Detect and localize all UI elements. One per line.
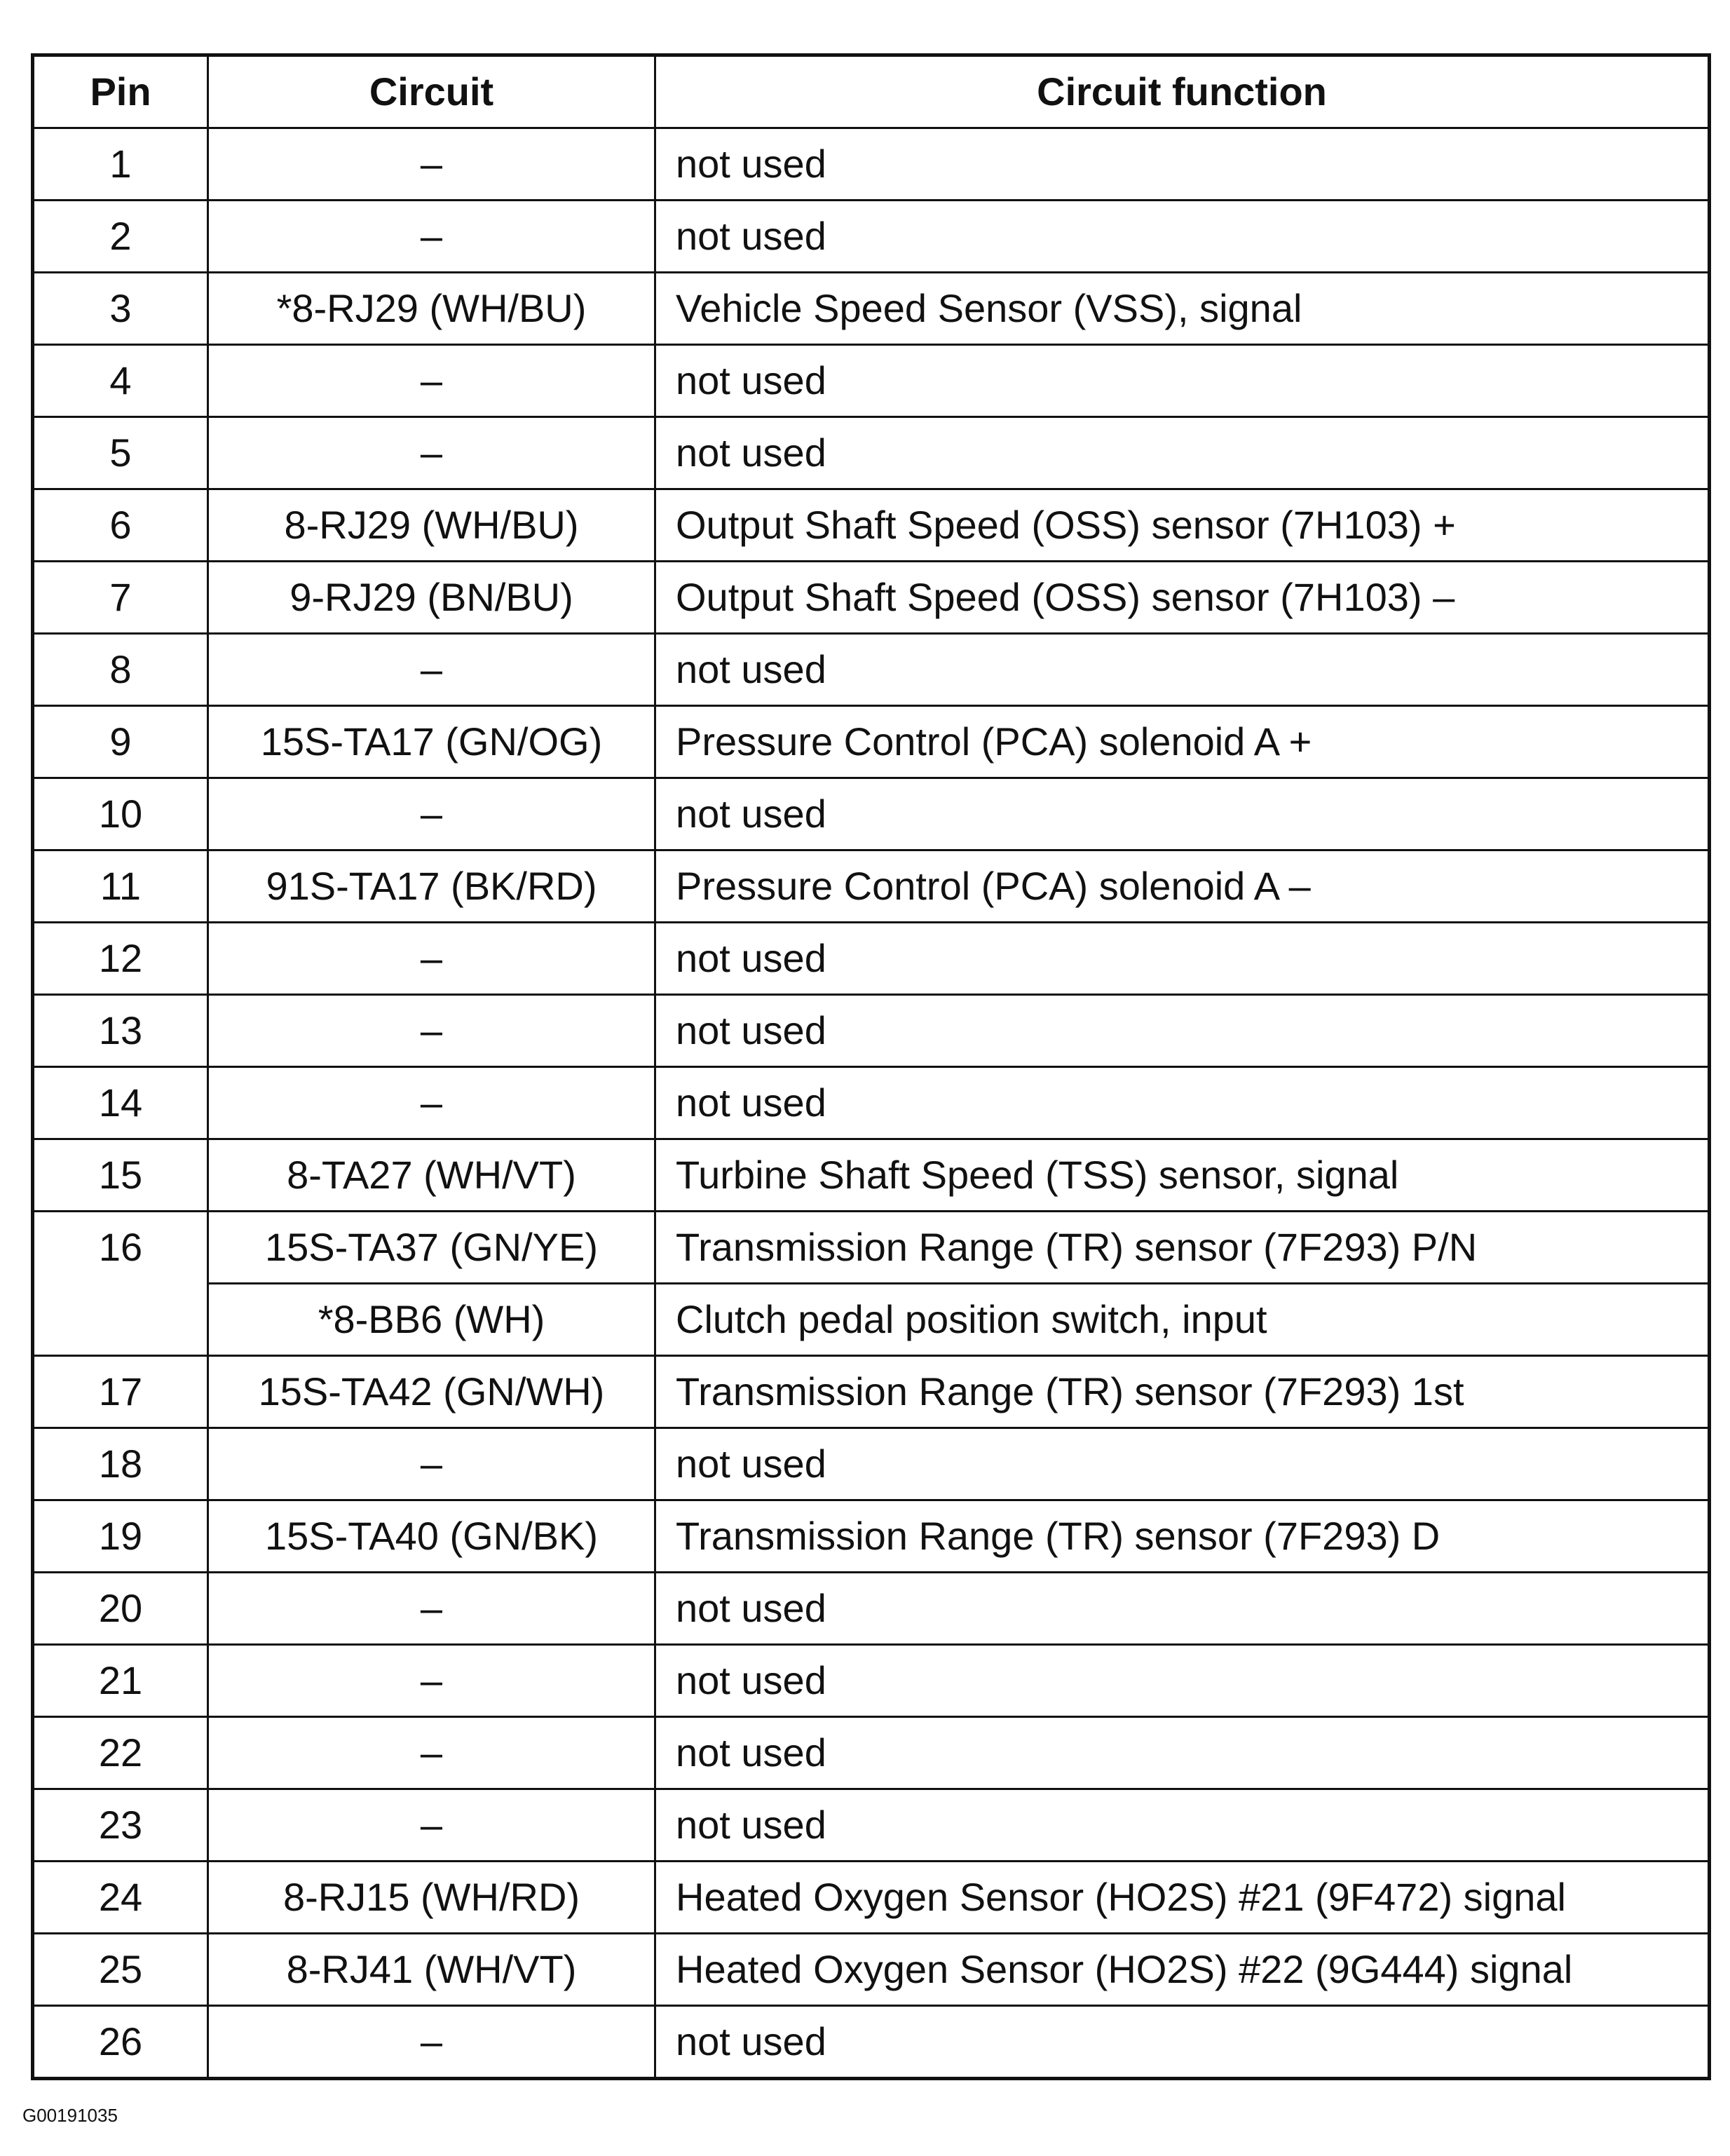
circuit-cell: 15S-TA37 (GN/YE) bbox=[208, 1212, 655, 1284]
pin-cell: 26 bbox=[33, 2006, 208, 2079]
circuit-cell: – bbox=[208, 1067, 655, 1139]
circuit-function-cell: Turbine Shaft Speed (TSS) sensor, signal bbox=[655, 1139, 1710, 1212]
table-row bbox=[33, 1789, 1710, 1862]
pin-cell: 10 bbox=[33, 778, 208, 850]
pin-cell: 15 bbox=[33, 1139, 208, 1212]
pin-cell: 1 bbox=[33, 128, 208, 201]
circuit-function-cell: Pressure Control (PCA) solenoid A – bbox=[655, 850, 1710, 923]
table-row bbox=[33, 634, 1710, 706]
pin-cell: 24 bbox=[33, 1862, 208, 1934]
circuit-function-cell: Transmission Range (TR) sensor (7F293) P/N bbox=[655, 1212, 1710, 1284]
circuit-function-cell: not used bbox=[655, 634, 1710, 706]
circuit-cell: 91S-TA17 (BK/RD) bbox=[208, 850, 655, 923]
pin-cell: 13 bbox=[33, 995, 208, 1067]
circuit-function-cell: Output Shaft Speed (OSS) sensor (7H103) – bbox=[655, 562, 1710, 634]
pin-cell: 16 bbox=[33, 1212, 208, 1356]
table-row bbox=[33, 706, 1710, 778]
table-row bbox=[33, 850, 1710, 923]
figure-id: G00191035 bbox=[22, 2105, 118, 2126]
circuit-function-cell: not used bbox=[655, 1573, 1710, 1645]
circuit-cell: 8-RJ29 (WH/BU) bbox=[208, 489, 655, 562]
circuit-function-cell: not used bbox=[655, 923, 1710, 995]
table-row bbox=[33, 1284, 1710, 1356]
circuit-function-cell: not used bbox=[655, 1067, 1710, 1139]
circuit-function-cell: not used bbox=[655, 2006, 1710, 2079]
circuit-function-cell: Pressure Control (PCA) solenoid A + bbox=[655, 706, 1710, 778]
circuit-cell: 8-RJ41 (WH/VT) bbox=[208, 1934, 655, 2006]
pin-cell: 2 bbox=[33, 201, 208, 273]
pinout-table bbox=[31, 53, 1711, 2080]
circuit-function-cell: not used bbox=[655, 128, 1710, 201]
table-row bbox=[33, 995, 1710, 1067]
circuit-function-cell: not used bbox=[655, 995, 1710, 1067]
circuit-function-cell: not used bbox=[655, 1717, 1710, 1789]
pin-cell: 7 bbox=[33, 562, 208, 634]
header-row bbox=[33, 55, 1710, 128]
table-row bbox=[33, 345, 1710, 417]
table-row bbox=[33, 417, 1710, 489]
pin-cell: 25 bbox=[33, 1934, 208, 2006]
pin-cell: 17 bbox=[33, 1356, 208, 1428]
header-circuit: Circuit bbox=[208, 55, 655, 128]
pin-cell: 14 bbox=[33, 1067, 208, 1139]
pin-cell: 23 bbox=[33, 1789, 208, 1862]
table-row bbox=[33, 1139, 1710, 1212]
table-row bbox=[33, 1428, 1710, 1500]
table-row bbox=[33, 562, 1710, 634]
circuit-function-cell: Transmission Range (TR) sensor (7F293) 1st bbox=[655, 1356, 1710, 1428]
table-row bbox=[33, 1645, 1710, 1717]
table-row bbox=[33, 1500, 1710, 1573]
table-row bbox=[33, 273, 1710, 345]
circuit-cell: – bbox=[208, 1717, 655, 1789]
circuit-cell: – bbox=[208, 923, 655, 995]
table-row bbox=[33, 2006, 1710, 2079]
table-row bbox=[33, 201, 1710, 273]
table-row bbox=[33, 1067, 1710, 1139]
circuit-cell: – bbox=[208, 634, 655, 706]
table-row bbox=[33, 1934, 1710, 2006]
circuit-cell: – bbox=[208, 345, 655, 417]
pin-cell: 8 bbox=[33, 634, 208, 706]
circuit-cell: *8-BB6 (WH) bbox=[208, 1284, 655, 1356]
circuit-cell: – bbox=[208, 2006, 655, 2079]
circuit-cell: – bbox=[208, 1428, 655, 1500]
circuit-cell: – bbox=[208, 128, 655, 201]
table-row bbox=[33, 923, 1710, 995]
circuit-cell: 8-RJ15 (WH/RD) bbox=[208, 1862, 655, 1934]
table-row bbox=[33, 778, 1710, 850]
pin-cell: 9 bbox=[33, 706, 208, 778]
circuit-function-cell: Output Shaft Speed (OSS) sensor (7H103) + bbox=[655, 489, 1710, 562]
circuit-cell: – bbox=[208, 778, 655, 850]
circuit-function-cell: not used bbox=[655, 1645, 1710, 1717]
circuit-function-cell: not used bbox=[655, 201, 1710, 273]
pin-cell: 4 bbox=[33, 345, 208, 417]
circuit-function-cell: Heated Oxygen Sensor (HO2S) #21 (9F472) signal bbox=[655, 1862, 1710, 1934]
header-circuit-function: Circuit function bbox=[655, 55, 1710, 128]
circuit-function-cell: Transmission Range (TR) sensor (7F293) D bbox=[655, 1500, 1710, 1573]
circuit-cell: 15S-TA42 (GN/WH) bbox=[208, 1356, 655, 1428]
circuit-function-cell: Vehicle Speed Sensor (VSS), signal bbox=[655, 273, 1710, 345]
circuit-cell: 15S-TA40 (GN/BK) bbox=[208, 1500, 655, 1573]
circuit-cell: 8-TA27 (WH/VT) bbox=[208, 1139, 655, 1212]
circuit-cell: – bbox=[208, 995, 655, 1067]
table-row bbox=[33, 128, 1710, 201]
pin-cell: 11 bbox=[33, 850, 208, 923]
table-header bbox=[33, 55, 1710, 128]
circuit-cell: *8-RJ29 (WH/BU) bbox=[208, 273, 655, 345]
table-row bbox=[33, 1717, 1710, 1789]
table-body bbox=[33, 128, 1710, 2079]
circuit-cell: 9-RJ29 (BN/BU) bbox=[208, 562, 655, 634]
pin-cell: 6 bbox=[33, 489, 208, 562]
circuit-function-cell: Clutch pedal position switch, input bbox=[655, 1284, 1710, 1356]
circuit-cell: – bbox=[208, 1789, 655, 1862]
circuit-cell: – bbox=[208, 1573, 655, 1645]
pin-cell: 19 bbox=[33, 1500, 208, 1573]
table-row bbox=[33, 1212, 1710, 1284]
circuit-function-cell: not used bbox=[655, 1428, 1710, 1500]
circuit-function-cell: not used bbox=[655, 778, 1710, 850]
circuit-cell: 15S-TA17 (GN/OG) bbox=[208, 706, 655, 778]
circuit-function-cell: Heated Oxygen Sensor (HO2S) #22 (9G444) signal bbox=[655, 1934, 1710, 2006]
table-row bbox=[33, 1573, 1710, 1645]
pin-cell: 18 bbox=[33, 1428, 208, 1500]
table-row bbox=[33, 489, 1710, 562]
pin-cell: 22 bbox=[33, 1717, 208, 1789]
circuit-function-cell: not used bbox=[655, 345, 1710, 417]
pin-cell: 12 bbox=[33, 923, 208, 995]
header-pin: Pin bbox=[33, 55, 208, 128]
table-row bbox=[33, 1862, 1710, 1934]
circuit-function-cell: not used bbox=[655, 417, 1710, 489]
pin-cell: 20 bbox=[33, 1573, 208, 1645]
pin-cell: 21 bbox=[33, 1645, 208, 1717]
circuit-function-cell: not used bbox=[655, 1789, 1710, 1862]
circuit-cell: – bbox=[208, 1645, 655, 1717]
pin-cell: 5 bbox=[33, 417, 208, 489]
circuit-cell: – bbox=[208, 417, 655, 489]
pin-cell: 3 bbox=[33, 273, 208, 345]
table-row bbox=[33, 1356, 1710, 1428]
circuit-cell: – bbox=[208, 201, 655, 273]
